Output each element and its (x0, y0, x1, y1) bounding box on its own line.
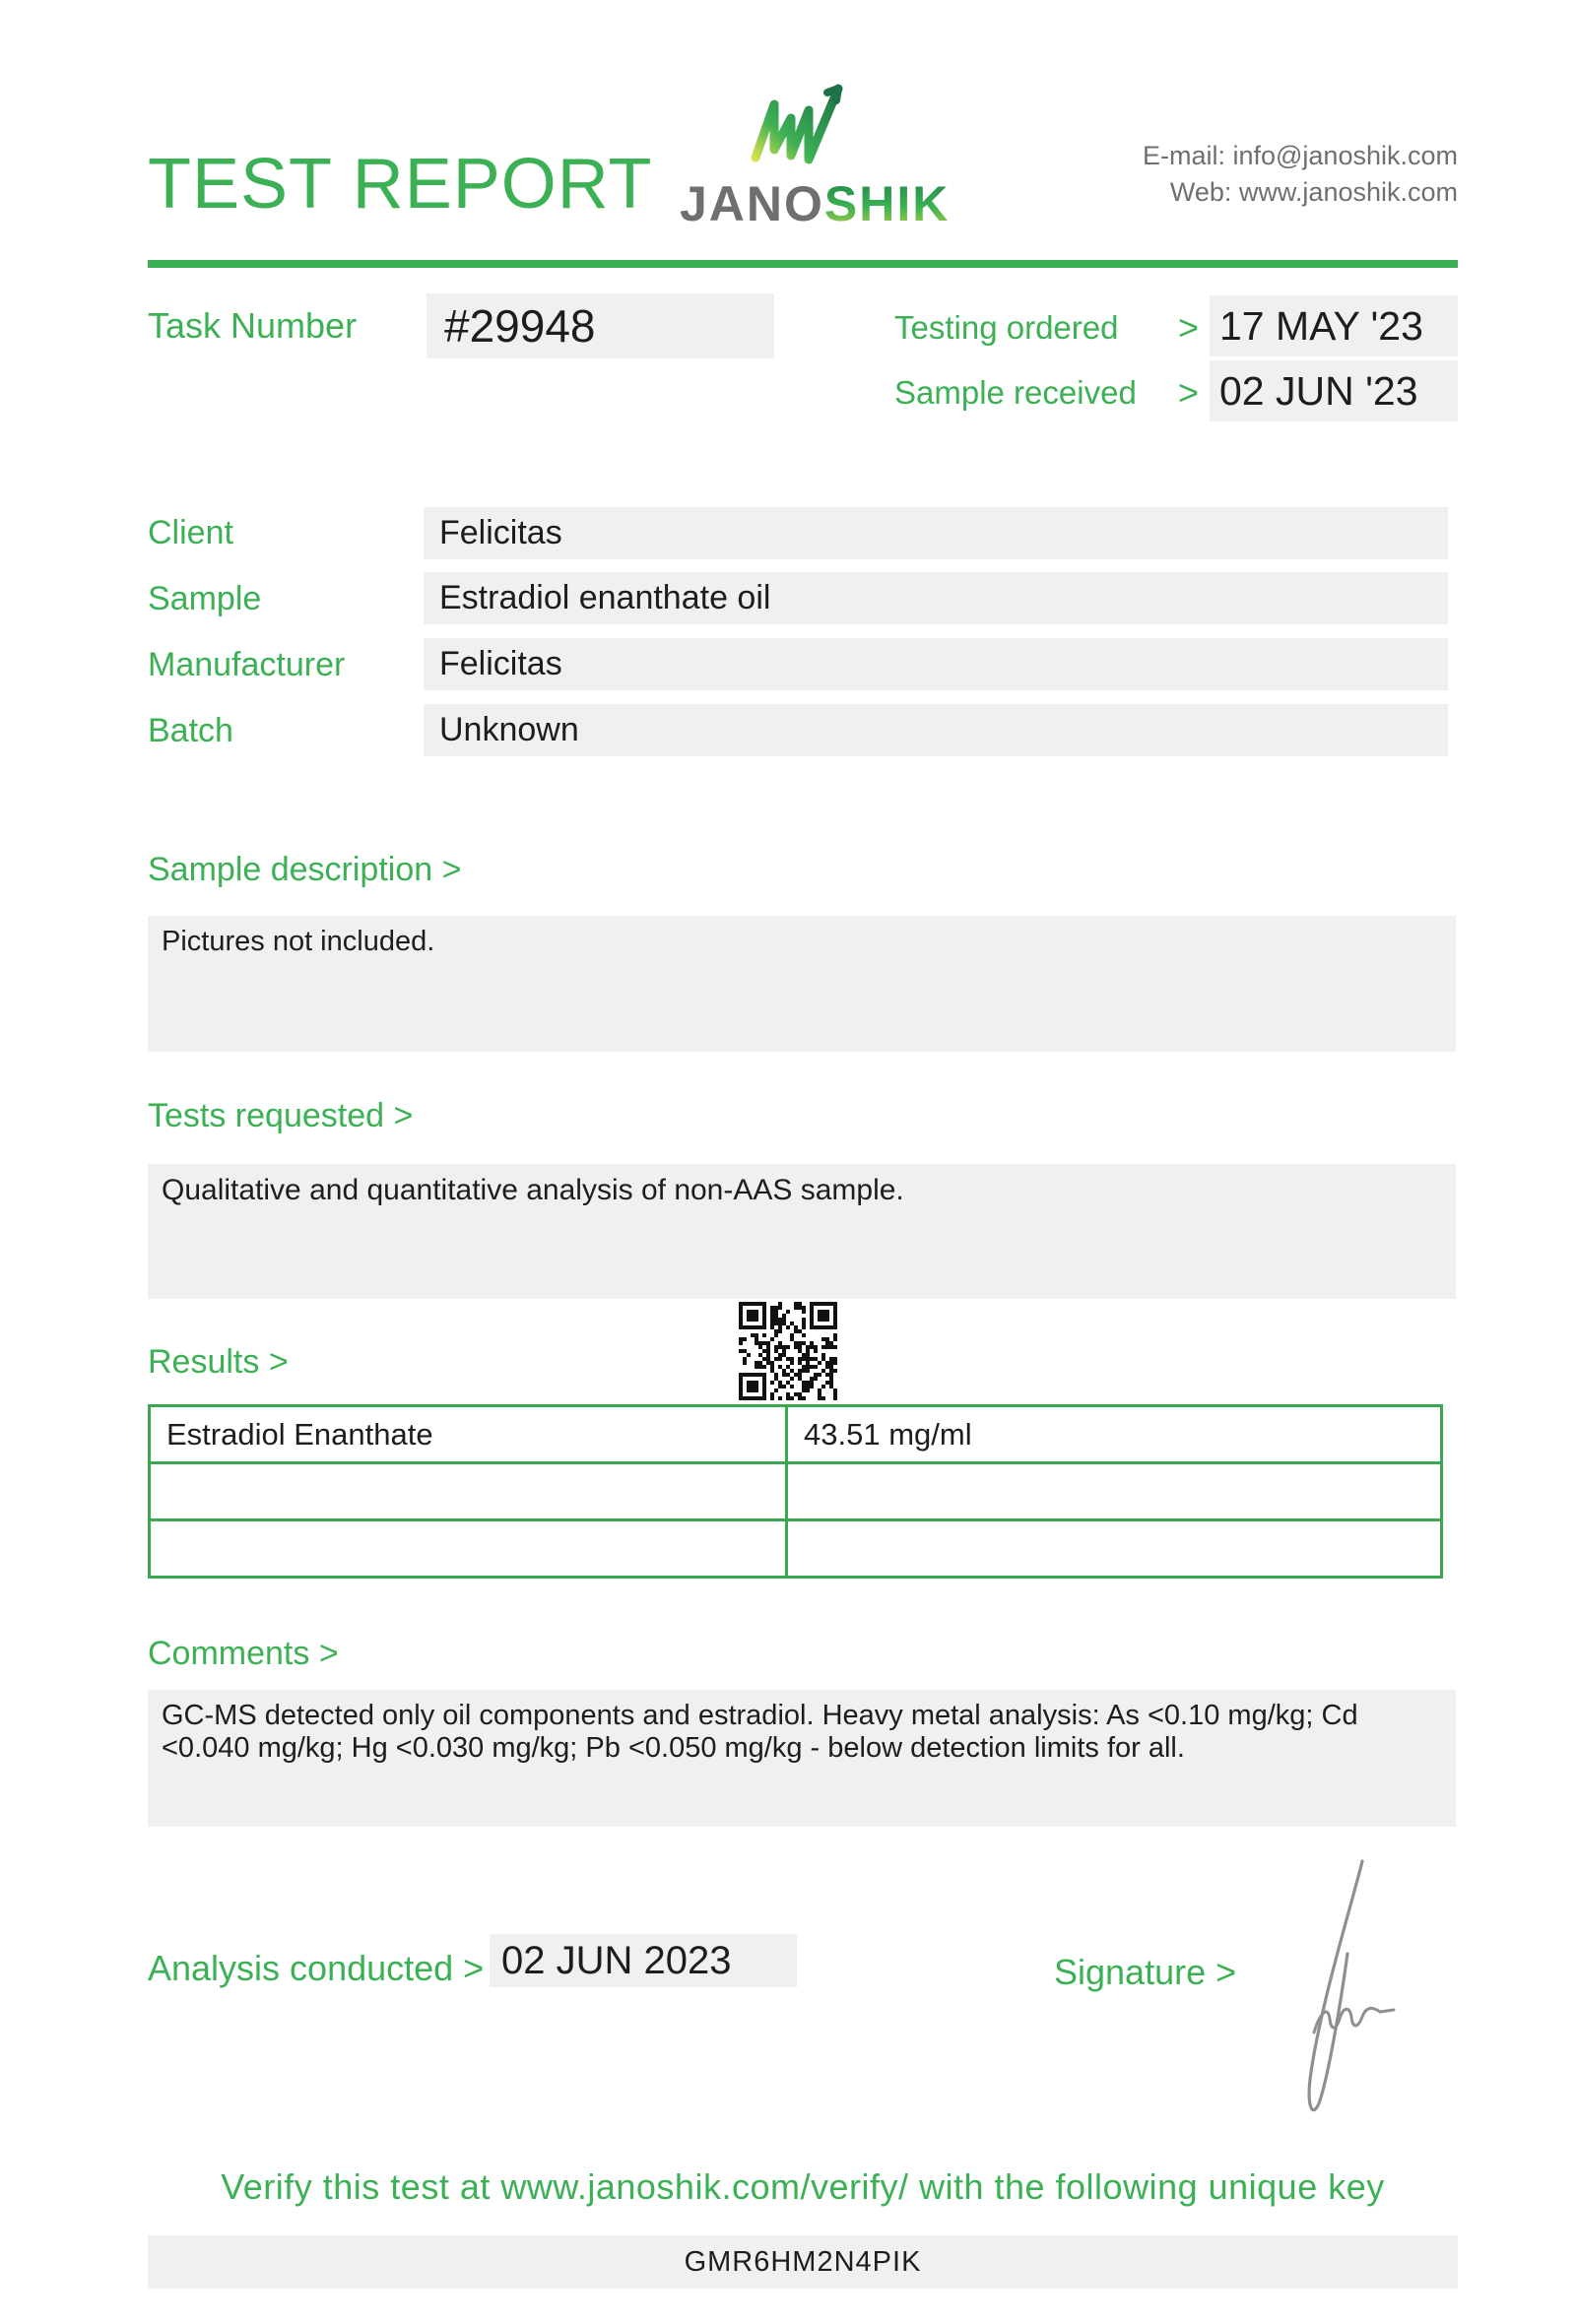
task-number-value: #29948 (427, 293, 774, 358)
result-analyte-cell (150, 1463, 787, 1520)
testing-ordered-value: 17 MAY '23 (1210, 295, 1458, 356)
sample-received-arrow-icon: > (1178, 372, 1200, 413)
result-value-cell (787, 1520, 1442, 1578)
testing-ordered-arrow-icon: > (1178, 307, 1200, 348)
testing-ordered-label: Testing ordered (894, 309, 1119, 346)
growth-chart-icon (746, 79, 870, 173)
contact-block (1143, 138, 1458, 211)
task-number-label: Task Number (148, 305, 358, 346)
result-value-cell: 43.51 mg/ml (787, 1406, 1442, 1463)
manufacturer-label: Manufacturer (148, 646, 346, 683)
page-title: TEST REPORT (148, 145, 653, 224)
sample-label: Sample (148, 580, 262, 617)
analysis-conducted-label: Analysis conducted > (148, 1948, 485, 1988)
sample-received-label: Sample received (894, 374, 1137, 411)
brand-wordmark (680, 175, 951, 232)
table-row (150, 1520, 1442, 1578)
client-value: Felicitas (424, 507, 1448, 559)
results-heading: Results > (148, 1343, 289, 1381)
brand-name-primary: JANO (680, 176, 824, 231)
batch-label: Batch (148, 712, 233, 749)
sample-value: Estradiol enanthate oil (424, 572, 1448, 624)
sample-description-text: Pictures not included. (162, 926, 435, 957)
manufacturer-value: Felicitas (424, 638, 1448, 690)
qr-code (739, 1302, 837, 1400)
result-analyte-cell: Estradiol Enanthate (150, 1406, 787, 1463)
analysis-conducted-date: 02 JUN 2023 (490, 1934, 797, 1987)
result-value-cell (787, 1463, 1442, 1520)
batch-value: Unknown (424, 704, 1448, 756)
contact-email: E-mail: info@janoshik.com (1142, 141, 1458, 170)
sample-description-panel (148, 916, 1456, 1052)
table-row (150, 1463, 1442, 1520)
client-label: Client (148, 514, 233, 551)
comments-panel (148, 1690, 1456, 1827)
tests-requested-heading: Tests requested > (148, 1097, 414, 1134)
sample-received-value: 02 JUN '23 (1210, 360, 1458, 421)
sample-description-heading: Sample description > (148, 851, 462, 888)
brand-logo (680, 79, 951, 232)
result-analyte-cell (150, 1520, 787, 1578)
table-row (150, 1406, 1442, 1463)
signature-image (1269, 1849, 1407, 2145)
comments-heading: Comments > (148, 1635, 339, 1672)
results-table (148, 1404, 1443, 1579)
tests-requested-panel (148, 1164, 1456, 1299)
contact-web: Web: www.janoshik.com (1169, 177, 1458, 207)
tests-requested-text: Qualitative and quantitative analysis of non-AAS sample. (162, 1174, 904, 1206)
verify-instruction: Verify this test at www.janoshik.com/verify/ with the following unique key (221, 2166, 1385, 2207)
comments-text: GC-MS detected only oil components and estradiol. Heavy metal analysis: As <0.10 mg/kg; Cd <0.040 mg/kg; Hg <0.030 mg/kg; Pb <0.050 mg/kg - below detection limits for all. (162, 1700, 1358, 1764)
unique-key-value: GMR6HM2N4PIK (148, 2235, 1458, 2289)
header-divider (148, 260, 1458, 268)
signature-label: Signature > (1054, 1952, 1237, 1992)
brand-name-secondary: SHIK (823, 176, 951, 231)
